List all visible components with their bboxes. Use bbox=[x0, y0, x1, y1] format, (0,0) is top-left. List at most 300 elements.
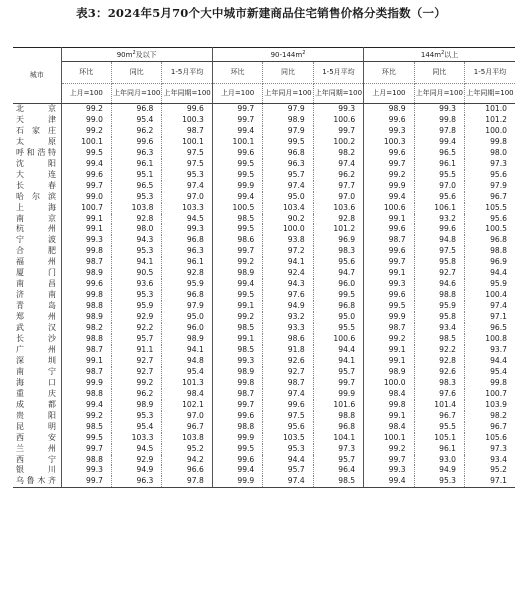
index-value: 98.8 bbox=[490, 246, 507, 256]
city-name: 兰州 bbox=[13, 444, 61, 455]
index-value: 95.8 bbox=[414, 257, 464, 268]
index-value: 95.8 bbox=[414, 312, 464, 323]
index-value: 99.2 bbox=[364, 334, 414, 345]
index-value: 99.6 bbox=[61, 170, 111, 181]
index-value: 99.4 bbox=[414, 137, 464, 148]
index-value: 95.1 bbox=[111, 170, 161, 181]
index-value: 97.4 bbox=[490, 301, 507, 311]
table-row bbox=[13, 411, 515, 422]
base-header-prev-year-month: 上年同月=100 bbox=[414, 84, 464, 104]
city-name: 沈阳 bbox=[13, 159, 61, 170]
index-value: 96.2 bbox=[111, 389, 161, 400]
index-value: 97.3 bbox=[490, 158, 507, 168]
index-value: 98.2 bbox=[61, 323, 111, 334]
index-value: 94.4 bbox=[490, 268, 507, 278]
index-value: 97.7 bbox=[313, 181, 363, 192]
index-value: 100.5 bbox=[212, 203, 262, 214]
base-header-prev-month: 上月=100 bbox=[61, 84, 111, 104]
index-value: 99.9 bbox=[364, 312, 414, 323]
index-value: 99.3 bbox=[313, 104, 363, 115]
index-value: 97.2 bbox=[263, 246, 313, 257]
index-value: 100.5 bbox=[485, 224, 507, 234]
index-value: 99.3 bbox=[61, 465, 111, 476]
index-value: 99.4 bbox=[61, 159, 111, 170]
index-value: 96.2 bbox=[313, 170, 363, 181]
city-name: 上海 bbox=[13, 203, 61, 214]
index-value: 99.6 bbox=[364, 148, 414, 159]
index-value: 90.2 bbox=[263, 214, 313, 225]
index-value: 97.6 bbox=[263, 290, 313, 301]
index-value: 100.7 bbox=[61, 203, 111, 214]
index-value: 105.6 bbox=[485, 432, 507, 442]
index-value: 103.8 bbox=[111, 203, 161, 214]
index-value: 96.7 bbox=[414, 411, 464, 422]
city-name: 济南 bbox=[13, 290, 61, 301]
index-value: 99.5 bbox=[61, 148, 111, 159]
table-row bbox=[13, 170, 515, 181]
index-value: 99.8 bbox=[364, 400, 414, 411]
index-value: 95.7 bbox=[313, 367, 363, 378]
index-value: 98.6 bbox=[212, 235, 262, 246]
index-value: 93.4 bbox=[414, 323, 464, 334]
index-value: 99.6 bbox=[263, 400, 313, 411]
index-value: 101.3 bbox=[162, 378, 212, 389]
index-value: 92.8 bbox=[111, 214, 161, 225]
index-value: 103.3 bbox=[111, 433, 161, 444]
index-value: 99.5 bbox=[212, 224, 262, 235]
index-value: 96.3 bbox=[162, 246, 212, 257]
city-name: 石家庄 bbox=[13, 126, 61, 137]
index-value: 98.9 bbox=[364, 104, 414, 115]
index-value: 96.8 bbox=[263, 148, 313, 159]
index-value: 96.7 bbox=[162, 422, 212, 433]
index-value: 99.9 bbox=[364, 181, 414, 192]
index-value: 97.6 bbox=[414, 389, 464, 400]
index-value: 92.8 bbox=[414, 356, 464, 367]
index-value: 92.6 bbox=[263, 356, 313, 367]
table-row bbox=[13, 433, 515, 444]
index-value: 99.9 bbox=[212, 181, 262, 192]
index-value: 99.2 bbox=[212, 312, 262, 323]
index-value: 95.4 bbox=[162, 367, 212, 378]
index-value: 96.3 bbox=[263, 159, 313, 170]
base-header-prev-month: 上月=100 bbox=[212, 84, 262, 104]
index-value: 97.1 bbox=[465, 476, 515, 487]
index-value: 99.6 bbox=[212, 148, 262, 159]
index-value: 95.3 bbox=[111, 192, 161, 203]
city-name: 武汉 bbox=[13, 323, 61, 334]
index-value: 99.0 bbox=[61, 192, 111, 203]
index-value: 96.8 bbox=[162, 235, 212, 246]
table-row bbox=[13, 312, 515, 323]
index-value: 99.6 bbox=[61, 279, 111, 290]
index-value: 95.3 bbox=[414, 476, 464, 487]
sub-header-avg: 1-5月平均 bbox=[313, 62, 363, 84]
index-value: 99.5 bbox=[212, 170, 262, 181]
index-value: 99.3 bbox=[61, 235, 111, 246]
index-value: 94.3 bbox=[111, 235, 161, 246]
index-value: 106.1 bbox=[414, 203, 464, 214]
index-value: 99.2 bbox=[111, 378, 161, 389]
index-value: 97.0 bbox=[162, 192, 212, 203]
index-value: 97.4 bbox=[162, 181, 212, 192]
city-name: 长沙 bbox=[13, 334, 61, 345]
index-value: 95.3 bbox=[162, 170, 212, 181]
table-row bbox=[13, 148, 515, 159]
index-value: 99.1 bbox=[364, 356, 414, 367]
table-row bbox=[13, 378, 515, 389]
index-value: 99.7 bbox=[364, 455, 414, 466]
index-value: 99.3 bbox=[212, 356, 262, 367]
city-name: 合肥 bbox=[13, 246, 61, 257]
index-value: 99.6 bbox=[364, 290, 414, 301]
index-value: 98.5 bbox=[61, 422, 111, 433]
index-value: 98.7 bbox=[364, 235, 414, 246]
table-row bbox=[13, 159, 515, 170]
index-value: 99.7 bbox=[313, 378, 363, 389]
index-value: 96.1 bbox=[414, 444, 464, 455]
index-value: 95.4 bbox=[490, 366, 507, 376]
index-value: 99.3 bbox=[364, 126, 414, 137]
index-value: 92.2 bbox=[111, 323, 161, 334]
table-row bbox=[13, 279, 515, 290]
index-value: 94.9 bbox=[263, 301, 313, 312]
index-value: 105.1 bbox=[414, 433, 464, 444]
index-value: 95.2 bbox=[490, 465, 507, 475]
index-value: 99.4 bbox=[364, 476, 414, 487]
city-name: 广州 bbox=[13, 345, 61, 356]
index-value: 92.8 bbox=[162, 268, 212, 279]
index-value: 95.7 bbox=[313, 455, 363, 466]
index-value: 95.3 bbox=[111, 411, 161, 422]
index-value: 99.6 bbox=[364, 224, 414, 235]
index-value: 99.1 bbox=[364, 411, 414, 422]
index-value: 100.7 bbox=[485, 388, 507, 398]
index-value: 99.6 bbox=[364, 246, 414, 257]
index-value: 95.3 bbox=[111, 290, 161, 301]
index-value: 99.1 bbox=[364, 345, 414, 356]
table-row bbox=[13, 323, 515, 334]
index-value: 101.2 bbox=[485, 114, 507, 124]
index-value: 100.1 bbox=[162, 137, 212, 148]
index-value: 100.6 bbox=[313, 334, 363, 345]
index-value: 99.8 bbox=[61, 290, 111, 301]
index-value: 96.5 bbox=[414, 148, 464, 159]
table-row bbox=[13, 268, 515, 279]
index-value: 95.9 bbox=[414, 301, 464, 312]
index-value: 100.2 bbox=[313, 137, 363, 148]
index-value: 93.6 bbox=[111, 279, 161, 290]
table-row bbox=[13, 203, 515, 214]
index-value: 92.9 bbox=[111, 455, 161, 466]
index-value: 100.8 bbox=[485, 334, 507, 344]
index-value: 100.1 bbox=[364, 433, 414, 444]
index-value: 97.0 bbox=[162, 411, 212, 422]
city-name: 哈尔滨 bbox=[13, 192, 61, 203]
index-value: 98.9 bbox=[263, 115, 313, 126]
index-value: 100.0 bbox=[364, 378, 414, 389]
index-value: 98.9 bbox=[111, 400, 161, 411]
city-name: 北京 bbox=[13, 104, 61, 115]
index-value: 97.5 bbox=[414, 246, 464, 257]
table-row bbox=[13, 367, 515, 378]
base-header-prev-year-period: 上年同期=100 bbox=[465, 84, 515, 104]
index-value: 94.1 bbox=[162, 345, 212, 356]
table-row bbox=[13, 422, 515, 433]
index-value: 99.8 bbox=[414, 115, 464, 126]
city-name: 成都 bbox=[13, 400, 61, 411]
index-value: 100.6 bbox=[313, 115, 363, 126]
city-name: 乌鲁木齐 bbox=[13, 476, 61, 487]
index-value: 100.1 bbox=[61, 137, 111, 148]
index-value: 101.0 bbox=[485, 104, 507, 113]
index-value: 95.3 bbox=[111, 246, 161, 257]
table-row bbox=[13, 290, 515, 301]
city-name: 西宁 bbox=[13, 455, 61, 466]
index-value: 98.5 bbox=[212, 323, 262, 334]
index-value: 99.8 bbox=[212, 378, 262, 389]
base-header-prev-year-period: 上年同期=100 bbox=[313, 84, 363, 104]
city-name: 大连 bbox=[13, 170, 61, 181]
index-value: 98.8 bbox=[414, 290, 464, 301]
index-value: 97.8 bbox=[414, 126, 464, 137]
index-value: 99.6 bbox=[414, 224, 464, 235]
index-value: 96.6 bbox=[162, 465, 212, 476]
index-value: 98.6 bbox=[263, 334, 313, 345]
index-value: 99.6 bbox=[212, 411, 262, 422]
index-value: 104.1 bbox=[313, 433, 363, 444]
index-value: 98.2 bbox=[490, 410, 507, 420]
index-value: 98.7 bbox=[61, 257, 111, 268]
index-value: 95.5 bbox=[313, 323, 363, 334]
index-value: 99.1 bbox=[212, 301, 262, 312]
index-value: 95.6 bbox=[313, 257, 363, 268]
index-value: 99.2 bbox=[364, 170, 414, 181]
index-value: 95.5 bbox=[414, 422, 464, 433]
index-value: 99.4 bbox=[212, 279, 262, 290]
index-value: 98.8 bbox=[61, 301, 111, 312]
index-value: 97.4 bbox=[263, 389, 313, 400]
index-value: 95.4 bbox=[111, 115, 161, 126]
index-value: 103.4 bbox=[263, 203, 313, 214]
index-value: 99.9 bbox=[212, 476, 262, 487]
city-name: 青岛 bbox=[13, 301, 61, 312]
city-name: 长春 bbox=[13, 181, 61, 192]
base-header-prev-year-month: 上年同月=100 bbox=[263, 84, 313, 104]
index-value: 105.5 bbox=[485, 202, 507, 212]
index-value: 98.4 bbox=[364, 389, 414, 400]
index-value: 99.5 bbox=[212, 290, 262, 301]
index-value: 98.3 bbox=[414, 378, 464, 389]
index-value: 99.7 bbox=[61, 181, 111, 192]
group-header-large: $144m^2$以上 bbox=[364, 48, 515, 62]
index-value: 91.8 bbox=[263, 345, 313, 356]
index-value: 99.1 bbox=[212, 334, 262, 345]
index-value: 99.9 bbox=[313, 389, 363, 400]
index-value: 95.6 bbox=[490, 169, 507, 179]
index-value: 93.3 bbox=[263, 323, 313, 334]
sub-header-avg: 1-5月平均 bbox=[465, 62, 515, 84]
index-value: 94.5 bbox=[111, 444, 161, 455]
city-name: 福州 bbox=[13, 257, 61, 268]
index-value: 95.0 bbox=[313, 312, 363, 323]
table-row bbox=[13, 214, 515, 225]
table-row bbox=[13, 181, 515, 192]
city-name: 深圳 bbox=[13, 356, 61, 367]
city-name: 呼和浩特 bbox=[13, 148, 61, 159]
index-value: 92.4 bbox=[263, 268, 313, 279]
price-index-table bbox=[13, 47, 515, 488]
table-row bbox=[13, 115, 515, 126]
table-row bbox=[13, 137, 515, 148]
index-value: 95.6 bbox=[414, 192, 464, 203]
base-header-prev-year-month: 上年同月=100 bbox=[111, 84, 161, 104]
table-body bbox=[13, 104, 515, 488]
index-value: 99.4 bbox=[212, 192, 262, 203]
index-value: 99.8 bbox=[490, 377, 507, 387]
index-value: 96.1 bbox=[111, 159, 161, 170]
table-title: 表3：2024年5月70个大中城市新建商品住宅销售价格分类指数（一） bbox=[76, 6, 446, 20]
table-row bbox=[13, 104, 515, 115]
index-value: 95.6 bbox=[490, 213, 507, 223]
index-value: 95.7 bbox=[263, 465, 313, 476]
index-value: 98.8 bbox=[61, 389, 111, 400]
index-value: 99.3 bbox=[364, 279, 414, 290]
index-value: 97.4 bbox=[263, 476, 313, 487]
index-value: 95.9 bbox=[490, 279, 507, 289]
index-value: 98.5 bbox=[212, 214, 262, 225]
index-value: 94.1 bbox=[313, 356, 363, 367]
index-value: 98.9 bbox=[61, 268, 111, 279]
index-value: 99.2 bbox=[61, 411, 111, 422]
index-value: 97.5 bbox=[162, 148, 212, 159]
index-value: 96.8 bbox=[162, 290, 212, 301]
index-value: 94.2 bbox=[162, 455, 212, 466]
group-header-medium: $90-144m^2$ bbox=[212, 48, 363, 62]
index-value: 98.8 bbox=[61, 334, 111, 345]
index-value: 92.7 bbox=[111, 367, 161, 378]
index-value: 94.4 bbox=[263, 455, 313, 466]
index-value: 99.7 bbox=[313, 126, 363, 137]
index-value: 97.9 bbox=[263, 104, 313, 115]
index-value: 95.7 bbox=[111, 334, 161, 345]
index-value: 94.6 bbox=[414, 279, 464, 290]
index-value: 94.4 bbox=[313, 345, 363, 356]
index-value: 97.9 bbox=[263, 126, 313, 137]
index-value: 96.8 bbox=[313, 301, 363, 312]
index-value: 98.7 bbox=[162, 126, 212, 137]
index-value: 103.5 bbox=[263, 433, 313, 444]
index-value: 98.7 bbox=[364, 323, 414, 334]
index-value: 91.1 bbox=[111, 345, 161, 356]
sub-header-mom: 环比 bbox=[212, 62, 262, 84]
index-value: 99.9 bbox=[212, 433, 262, 444]
index-value: 99.9 bbox=[61, 378, 111, 389]
index-value: 99.7 bbox=[212, 246, 262, 257]
index-value: 97.4 bbox=[313, 159, 363, 170]
index-value: 95.7 bbox=[263, 170, 313, 181]
index-value: 99.2 bbox=[61, 104, 111, 115]
city-name: 杭州 bbox=[13, 224, 61, 235]
city-name: 厦门 bbox=[13, 268, 61, 279]
index-value: 97.8 bbox=[162, 476, 212, 487]
index-value: 96.8 bbox=[313, 422, 363, 433]
index-value: 99.5 bbox=[212, 159, 262, 170]
index-value: 99.4 bbox=[61, 400, 111, 411]
index-value: 99.6 bbox=[364, 115, 414, 126]
city-name: 南昌 bbox=[13, 279, 61, 290]
table-row bbox=[13, 235, 515, 246]
index-value: 98.4 bbox=[364, 422, 414, 433]
table-header bbox=[13, 48, 515, 104]
city-name: 昆明 bbox=[13, 422, 61, 433]
index-value: 99.0 bbox=[61, 115, 111, 126]
index-value: 97.4 bbox=[263, 181, 313, 192]
index-value: 97.3 bbox=[490, 443, 507, 453]
index-value: 93.0 bbox=[414, 455, 464, 466]
city-name: 宁波 bbox=[13, 235, 61, 246]
index-value: 98.8 bbox=[212, 422, 262, 433]
index-value: 98.9 bbox=[61, 312, 111, 323]
index-value: 98.5 bbox=[212, 345, 262, 356]
index-value: 94.3 bbox=[263, 279, 313, 290]
index-value: 99.1 bbox=[61, 356, 111, 367]
city-name: 银川 bbox=[13, 465, 61, 476]
index-value: 103.3 bbox=[162, 203, 212, 214]
index-value: 96.1 bbox=[162, 257, 212, 268]
sub-header-yoy: 同比 bbox=[414, 62, 464, 84]
index-value: 99.2 bbox=[61, 126, 111, 137]
index-value: 96.0 bbox=[162, 323, 212, 334]
index-value: 98.7 bbox=[61, 345, 111, 356]
index-value: 93.4 bbox=[490, 454, 507, 464]
index-value: 95.2 bbox=[162, 444, 212, 455]
index-value: 99.8 bbox=[490, 136, 507, 146]
base-header-prev-month: 上月=100 bbox=[364, 84, 414, 104]
index-value: 99.8 bbox=[61, 246, 111, 257]
index-value: 99.5 bbox=[364, 301, 414, 312]
index-value: 93.8 bbox=[263, 235, 313, 246]
index-value: 97.3 bbox=[313, 444, 363, 455]
sub-header-avg: 1-5月平均 bbox=[162, 62, 212, 84]
index-value: 96.8 bbox=[490, 235, 507, 245]
index-value: 100.1 bbox=[212, 137, 262, 148]
sub-header-yoy: 同比 bbox=[263, 62, 313, 84]
table-row bbox=[13, 224, 515, 235]
index-value: 99.6 bbox=[162, 104, 212, 115]
index-value: 97.9 bbox=[162, 301, 212, 312]
index-value: 99.7 bbox=[364, 257, 414, 268]
index-value: 93.7 bbox=[490, 344, 507, 354]
sub-header-yoy: 同比 bbox=[111, 62, 161, 84]
index-value: 96.7 bbox=[490, 191, 507, 201]
city-name: 南京 bbox=[13, 214, 61, 225]
table-row bbox=[13, 301, 515, 312]
index-value: 98.7 bbox=[61, 367, 111, 378]
index-value: 99.4 bbox=[364, 192, 414, 203]
index-value: 99.4 bbox=[212, 465, 262, 476]
city-name: 天津 bbox=[13, 115, 61, 126]
index-value: 96.5 bbox=[111, 181, 161, 192]
index-value: 98.5 bbox=[414, 334, 464, 345]
table-row bbox=[13, 444, 515, 455]
index-value: 94.1 bbox=[111, 257, 161, 268]
index-value: 95.9 bbox=[162, 279, 212, 290]
index-value: 98.9 bbox=[212, 268, 262, 279]
index-value: 97.0 bbox=[414, 181, 464, 192]
index-value: 103.6 bbox=[313, 203, 363, 214]
index-value: 99.7 bbox=[212, 104, 262, 115]
